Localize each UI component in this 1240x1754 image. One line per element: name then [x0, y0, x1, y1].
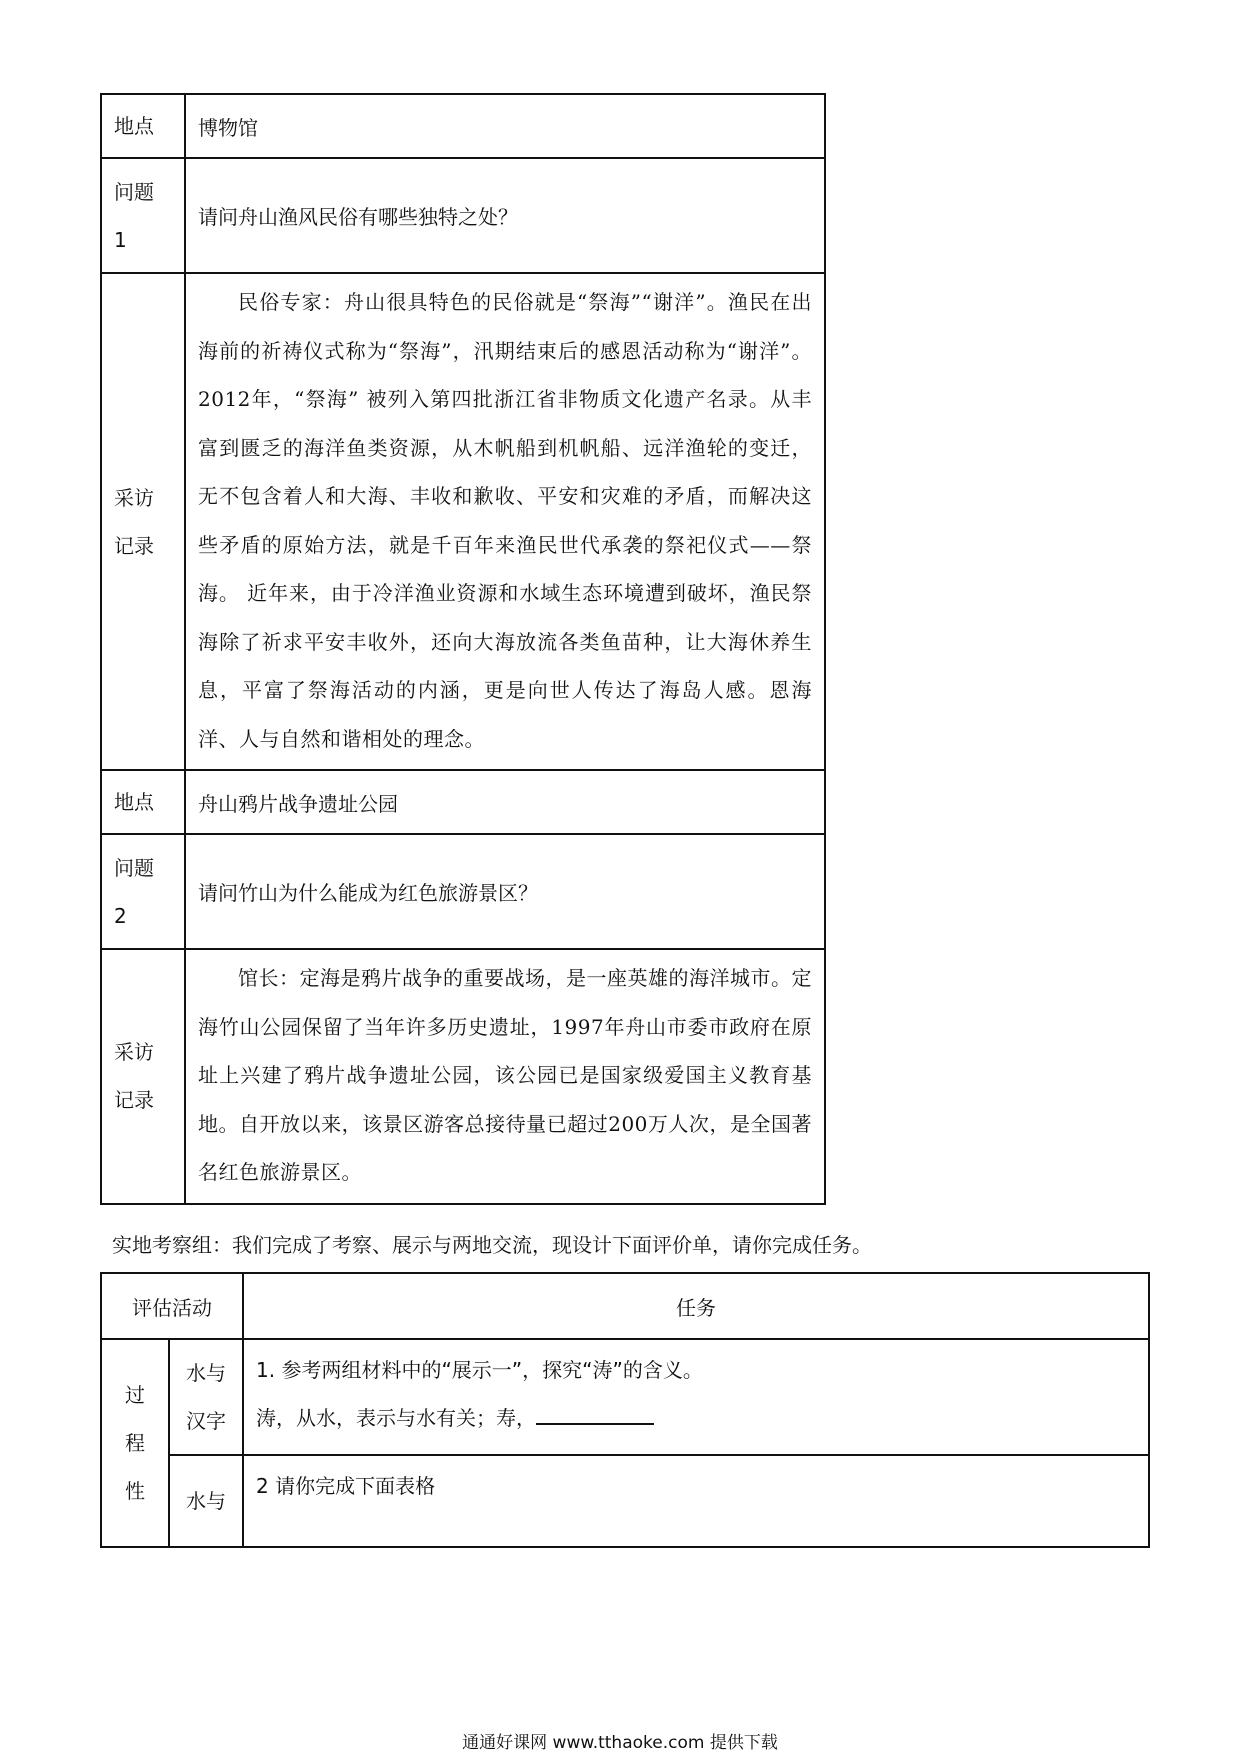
table-row [101, 94, 825, 158]
table-row [101, 273, 825, 770]
evaluation-table [100, 1272, 1150, 1548]
interview-table [100, 93, 826, 1205]
answer-blank[interactable] [536, 1401, 654, 1425]
question-text: 请问竹山为什么能成为红色旅游景区？ [185, 834, 825, 949]
table-row [101, 1273, 1149, 1339]
location-label: 地点 [101, 770, 185, 834]
record-label: 采访 记录 [101, 273, 185, 770]
location-value: 博物馆 [185, 94, 825, 158]
record-label: 采访 记录 [101, 949, 185, 1204]
sub-label: 水与 [169, 1455, 243, 1547]
question-label: 问题 2 [101, 834, 185, 949]
sub-label: 水与 汉字 [169, 1339, 243, 1455]
task-cell: 1. 参考两组材料中的“展示一”，探究“涛”的含义。 涛，从水，表示与水有关；寿， [243, 1339, 1149, 1455]
header-task: 任务 [243, 1273, 1149, 1339]
table-row [101, 1455, 1149, 1547]
table-row [101, 1339, 1149, 1455]
table-row [101, 770, 825, 834]
table-row [101, 834, 825, 949]
question-text: 请问舟山渔风民俗有哪些独特之处？ [185, 158, 825, 273]
location-value: 舟山鸦片战争遗址公园 [185, 770, 825, 834]
table-row [101, 158, 825, 273]
question-label: 问题 1 [101, 158, 185, 273]
side-label: 过 程 性 [101, 1339, 169, 1547]
footer: 通通好课网 www.tthaoke.com 提供下载 [462, 1733, 778, 1753]
location-label: 地点 [101, 94, 185, 158]
task-cell: 2 请你完成下面表格 [243, 1455, 1149, 1547]
header-activity: 评估活动 [101, 1273, 243, 1339]
table-row [101, 949, 825, 1204]
record-text: 民俗专家：舟山很具特色的民俗就是“祭海”“谢洋”。渔民在出海前的祈祷仪式称为“祭海”，汛期结束后的感恩活动称为“谢洋”。2012年，“祭海” 被列入第四批浙江省非物质文化遗产名录。从丰富到匮乏的海洋鱼类资源，从木帆船到机帆船、远洋渔轮的变迁，无不包含着人和大海、丰收和歉收、平安和灾难的矛盾，而解决这些矛盾的原始方法，就是千百年来渔民世代承袭的祭祀仪式——祭海。 近年来，由于冷洋渔业资源和水域生态环境遭到破坏，渔民祭海除了祈求平安丰收外，还向大海放流各类鱼苗种，让大海休养生息，平富了祭海活动的内涵，更是向世人传达了海岛人感。恩海洋、人与自然和谐相处的理念。 [185, 273, 825, 770]
record-text: 馆长：定海是鸦片战争的重要战场，是一座英雄的海洋城市。定海竹山公园保留了当年许多历史遗址，1997年舟山市委市政府在原址上兴建了鸦片战争遗址公园，该公园已是国家级爱国主义教育基地。自开放以来，该景区游客总接待量已超过200万人次，是全国著名红色旅游景区。 [185, 949, 825, 1204]
intro-text: 实地考察组：我们完成了考察、展示与两地交流，现设计下面评价单，请你完成任务。 [112, 1233, 872, 1257]
